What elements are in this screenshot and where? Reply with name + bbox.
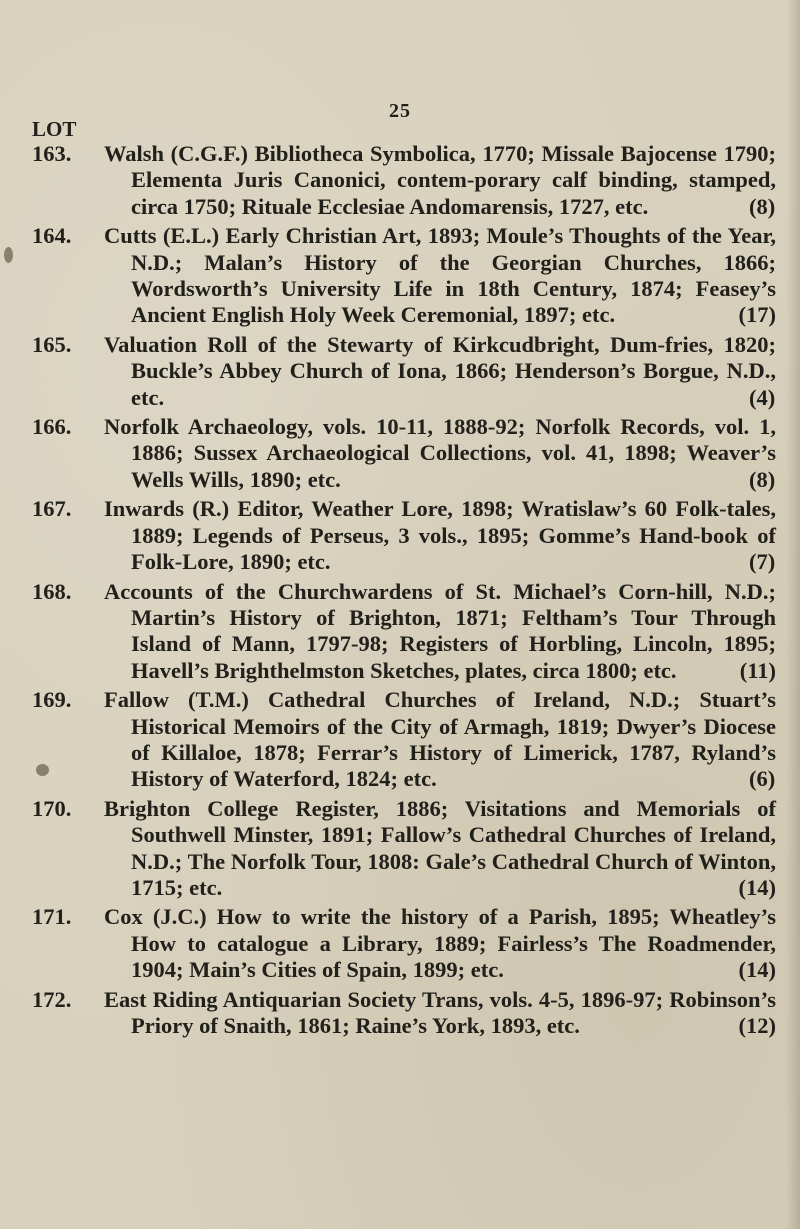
lot-column-header: LOT — [32, 117, 77, 141]
lot-number: 164. — [32, 223, 72, 249]
lot-quantity: (17) — [738, 302, 776, 328]
lot-number: 172. — [32, 986, 72, 1012]
lot-number: 169. — [32, 687, 72, 713]
lot-description: Valuation Roll of the Stewarty of Kirkcudbright, Dum-fries, 1820; Buckle’s Abbey Church of Iona, 1866; Henderson’s Borgue, N.D., etc. (4) — [104, 331, 776, 410]
lot-number: 170. — [32, 795, 72, 821]
lot-number: 165. — [32, 331, 72, 357]
lot-quantity: (11) — [739, 657, 776, 683]
lot-number: 171. — [32, 904, 72, 930]
page-edge-shadow — [786, 0, 800, 1229]
lot-description: Norfolk Archaeology, vols. 10-11, 1888-92; Norfolk Records, vol. 1, 1886; Sussex Archaeological Collections, vol. 41, 1898; Weaver’s Wells Wills, 1890; etc. (8) — [104, 414, 776, 492]
lot-number: 167. — [32, 496, 72, 522]
lot-quantity: (12) — [738, 1013, 776, 1038]
lot-quantity: (14) — [738, 957, 776, 983]
lot-entry — [32, 687, 776, 793]
lot-number: 163. — [32, 141, 72, 166]
lot-description-text: Accounts of the Churchwardens of St. Michael’s Corn-hill, N.D.; Martin’s History of Brighton, 1871; Feltham’s Tour Through Island of Mann, 1797-98; Registers of Horbling, Lincoln, 1895; Havell’s Brighthelmston Sketches, plates, circa 1800; etc. — [104, 578, 776, 683]
lot-description: Inwards (R.) Editor, Weather Lore, 1898; Wratislaw’s 60 Folk-tales, 1889; Legends of Perseus, 3 vols., 1895; Gomme’s Hand-book of Folk-Lore, 1890; etc. (7) — [104, 496, 776, 575]
lot-description-text: Fallow (T.M.) Cathedral Churches of Ireland, N.D.; Stuart’s Historical Memoirs of the City of Armagh, 1819; Dwyer’s Diocese of Killaloe, 1878; Ferrar’s History of Limerick, 1787, Ryland’s History of Waterford, 1824; etc. — [104, 687, 776, 792]
lot-entry — [32, 223, 776, 329]
lot-description-text: Inwards (R.) Editor, Weather Lore, 1898; Wratislaw’s 60 Folk-tales, 1889; Legends of Perseus, 3 vols., 1895; Gomme’s Hand-book of Folk-Lore, 1890; etc. — [104, 496, 776, 575]
lot-number: 168. — [32, 578, 72, 604]
lot-description — [104, 987, 776, 1040]
page-number: 25 — [389, 100, 411, 122]
lot-description — [104, 796, 776, 902]
lot-number: 166. — [32, 414, 72, 440]
lot-description-text: East Riding Antiquarian Society Trans, vols. 4-5, 1896-97; Robinson’s Priory of Snaith, 1861; Raine’s York, 1893, etc. — [104, 986, 776, 1038]
lot-description-text: Cox (J.C.) How to write the history of a Parish, 1895; Wheatley’s How to catalogue a Library, 1889; Fairless’s The Roadmender, 1904; Main’s Cities of Spain, 1899; etc. — [104, 904, 776, 983]
lot-description-text: Brighton College Register, 1886; Visitations and Memorials of Southwell Minster, 1891; Fallow’s Cathedral Churches of Ireland, N.D.; The Norfolk Tour, 1808: Gale’s Cathedral Church of Winton, 1715; etc. — [104, 795, 776, 900]
lot-entry — [32, 414, 776, 493]
lot-list — [32, 141, 776, 1042]
lot-description — [104, 223, 776, 329]
lot-entry — [32, 496, 776, 575]
lot-description — [104, 904, 776, 983]
lot-entry — [32, 141, 776, 220]
lot-entry — [32, 987, 776, 1040]
ink-blot-top — [4, 247, 13, 263]
lot-description-text: Valuation Roll of the Stewarty of Kirkcudbright, Dum-fries, 1820; Buckle’s Abbey Church of Iona, 1866; Henderson’s Borgue, N.D., etc. — [104, 331, 776, 410]
lot-description-text: Walsh (C.G.F.) Bibliotheca Symbolica, 1770; Missale Bajocense 1790; Elementa Juris Canonici, contem-porary calf binding, stamped, circa 1750; Rituale Ecclesiae Andomarensis, 1727, etc. — [104, 141, 776, 219]
lot-description: Fallow (T.M.) Cathedral Churches of Ireland, N.D.; Stuart’s Historical Memoirs of the City of Armagh, 1819; Dwyer’s Diocese of Killaloe, 1878; Ferrar’s History of Limerick, 1787, Ryland’s History of Waterford, 1824; etc. (6) — [104, 687, 776, 792]
lot-description — [104, 579, 776, 685]
lot-entry — [32, 796, 776, 902]
lot-description-text: Cutts (E.L.) Early Christian Art, 1893; Moule’s Thoughts of the Year, N.D.; Malan’s History of the Georgian Churches, 1866; Wordsworth’s University Life in 18th Century, 1874; Feasey’s Ancient English Holy Week Ceremonial, 1897; etc. — [104, 223, 776, 328]
lot-quantity: (14) — [738, 874, 776, 900]
lot-entry — [32, 332, 776, 411]
lot-entry — [32, 579, 776, 685]
lot-description: Walsh (C.G.F.) Bibliotheca Symbolica, 1770; Missale Bajocense 1790; Elementa Juris Canonici, contem-porary calf binding, stamped, circa 1750; Rituale Ecclesiae Andomarensis, 1727, etc. (8) — [104, 141, 776, 219]
lot-description-text: Norfolk Archaeology, vols. 10-11, 1888-92; Norfolk Records, vol. 1, 1886; Sussex Archaeological Collections, vol. 41, 1898; Weaver’s Wells Wills, 1890; etc. — [104, 414, 776, 492]
lot-entry — [32, 904, 776, 983]
